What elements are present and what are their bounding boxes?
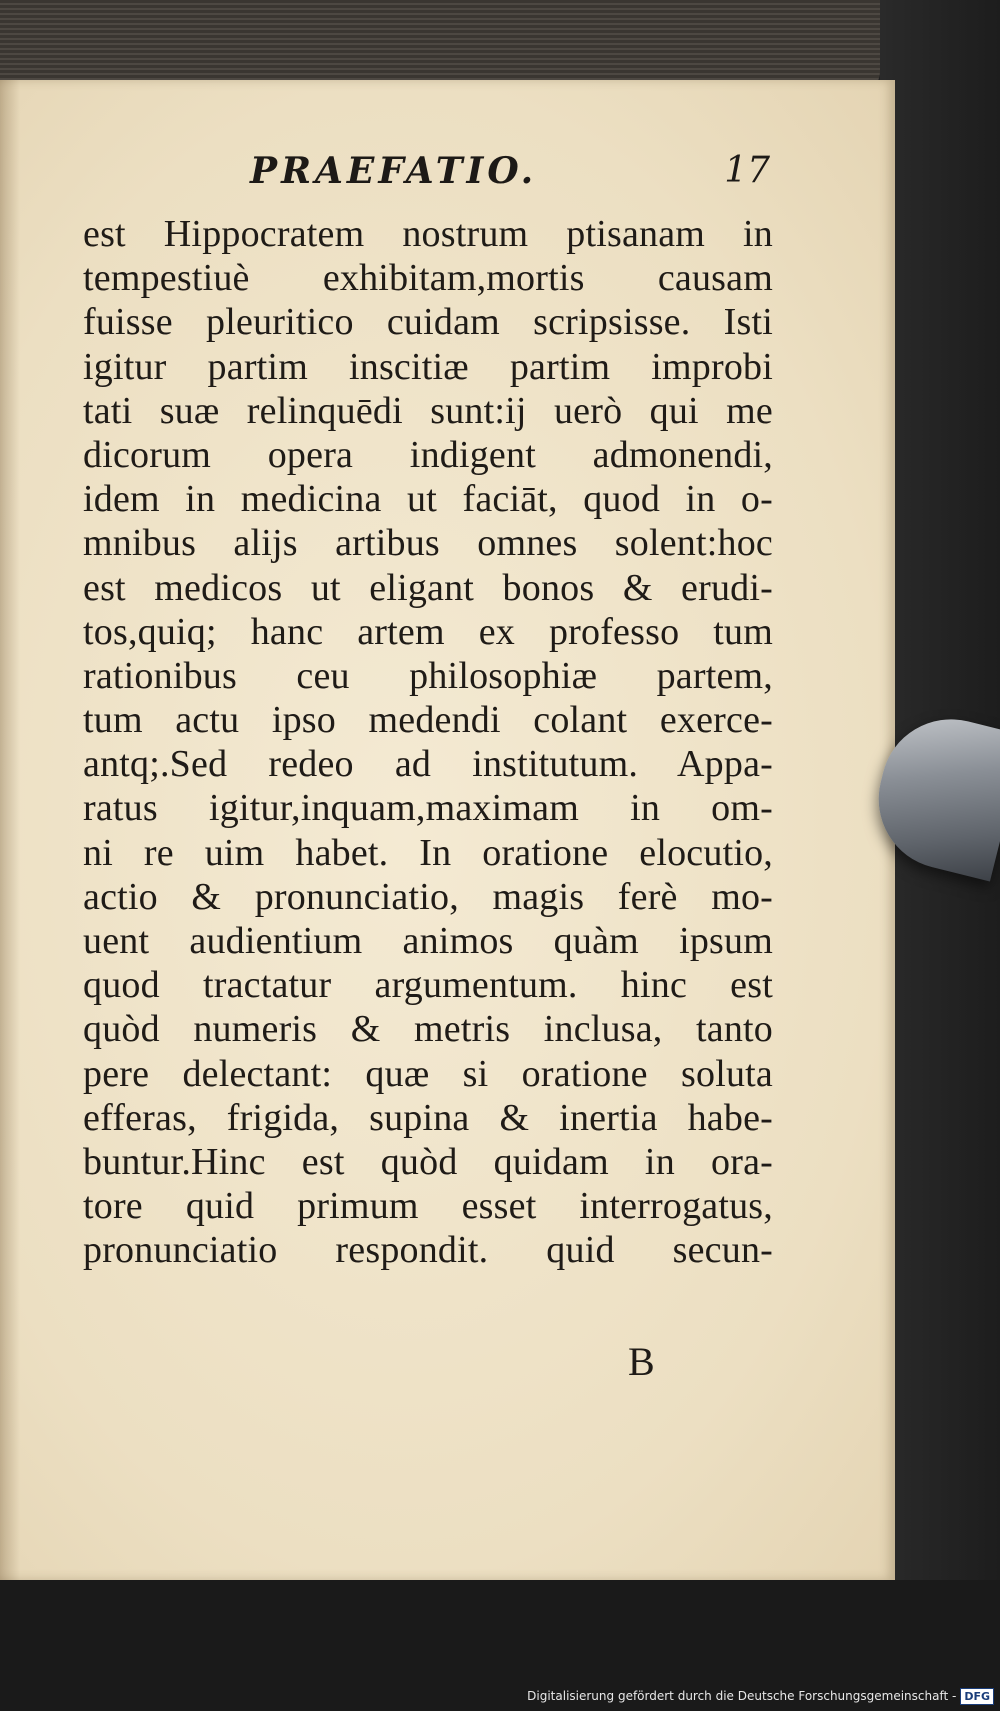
running-head: PRAEFATIO. <box>250 150 538 192</box>
text-line: igitur partim inscitiæ partim improbi <box>83 345 773 388</box>
text-line: efferas, frigida, supina & inertia habe- <box>83 1096 773 1139</box>
text-line: tempestiuè exhibitam,mortis causam <box>83 257 773 300</box>
text-line: tati suæ relinquēdi sunt:ij uerò qui me <box>83 389 773 432</box>
funding-credit: Digitalisierung gefördert durch die Deutsche Forschungsgemeinschaft - <box>527 1689 957 1703</box>
text-line: antq;.Sed redeo ad institutum. Appa- <box>83 743 773 786</box>
text-line: pere delectant: quæ si oratione soluta <box>83 1052 773 1095</box>
page-number: 17 <box>724 150 770 191</box>
gutter-shadow <box>0 80 20 1580</box>
text-line: buntur.Hinc est quòd quidam in ora- <box>83 1140 773 1183</box>
digitization-footer <box>527 1687 994 1705</box>
text-line: tore quid primum esset interrogatus, <box>83 1185 773 1228</box>
text-line: mnibus alijs artibus omnes solent:hoc <box>83 522 773 565</box>
text-line: tum actu ipso medendi colant exerce- <box>83 699 773 742</box>
text-line: pronunciatio respondit. quid secun- <box>83 1229 773 1272</box>
text-line: quòd numeris & metris inclusa, tanto <box>83 1008 773 1051</box>
text-line: ratus igitur,inquam,maximam in om- <box>83 787 773 830</box>
text-line: ni re uim habet. In oratione elocutio, <box>83 831 773 874</box>
body-text <box>83 212 773 1273</box>
book-page-edges <box>0 0 880 92</box>
text-line: idem in medicina ut faciāt, quod in o- <box>83 478 773 521</box>
text-line: est Hippocratem nostrum ptisanam in <box>83 213 773 255</box>
text-line: uent audientium animos quàm ipsum <box>83 920 773 962</box>
text-line: est medicos ut eligant bonos & erudi- <box>83 566 773 609</box>
signature-mark: B <box>628 1339 655 1384</box>
text-line: rationibus ceu philosophiæ partem, <box>83 654 773 697</box>
dfg-logo: DFG <box>960 1688 994 1705</box>
text-line: actio & pronunciatio, magis ferè mo- <box>83 875 773 918</box>
text-line: dicorum opera indigent admonendi, <box>83 433 773 476</box>
page-header <box>250 150 770 210</box>
text-line: quod tractatur argumentum. hinc est <box>83 964 773 1007</box>
text-line: fuisse pleuritico cuidam scripsisse. Isti <box>83 301 773 344</box>
text-line: tos,quiq; hanc artem ex professo tum <box>83 610 773 653</box>
